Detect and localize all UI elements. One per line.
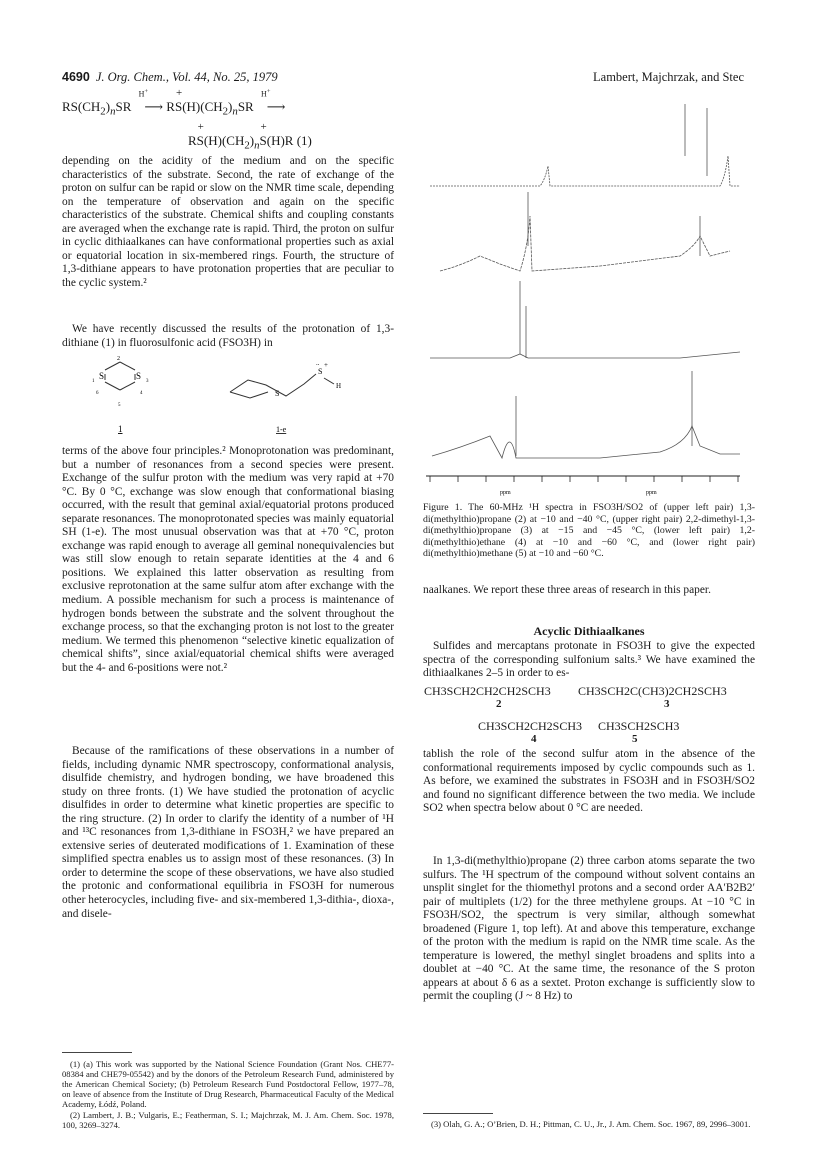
footnote-3: (3) Olah, G. A.; O’Brien, D. H.; Pittman, C. U., Jr., J. Am. Chem. Soc. 1967, 89, 2996–3001. [431,1119,751,1129]
spectrum-row4 [432,426,740,458]
chair-lone-pair: .. [316,359,320,367]
spectrum-row1 [430,156,740,186]
axis-label-right: ppm [646,490,657,496]
left-paragraph-2: We have recently discussed the results of the protonation of 1,3-dithiane (1) in fluorosulfonic acid (FSO3H) in [62,323,394,349]
structure-label-1: 1 [118,424,123,434]
right-paragraph-1: naalkanes. We report these three areas of research in this paper. [423,584,711,596]
ring-position-6: 6 [96,391,99,396]
formula-3: CH3SCH2C(CH3)2CH2SCH3 [578,684,727,698]
right-paragraph-3: tablish the role of the second sulfur atom in the absence of the conformational requirements imposed by cyclic compounds such as 1. As before, we examined the substrates in FSO3H and in FSO3H/SO2 and found no significant difference between the two media. We include SO2 when spectra below about 0 °C are needed. [423,748,755,815]
right-paragraph-4: In 1,3-di(methylthio)propane (2) three carbon atoms separate the two sulfurs. The ¹H spectrum of the compound without solvent contains an unsplit singlet for the thiomethyl protons and a second order AA′B2B2′ pair of multiplets (1/2) for the three methylene groups. At −10 °C in FSO3H/SO2, the spectrum is very similar, although somewhat broadened (Figure 1, top left). At and above this temperature, exchange of the proton with the medium is rapid on the NMR time scale. As the temperature is lowered, the methyl singlet broadens and splits into a doublet at −40 °C. At the same time, the resonance of the S proton appears at about δ 6 as a sextet. Proton exchange is sufficiently slow to permit the coupling (J ~ 8 Hz) to [423,855,755,1003]
footnote-rule-left [62,1052,132,1053]
chair-sh-bond [324,378,334,384]
running-header-left [62,70,278,85]
nmr-spectra-figure [420,96,756,500]
chair-sulfur-1: S [275,389,280,398]
formula-2: CH3SCH2CH2CH2SCH3 [424,684,551,698]
left-paragraph-1: depending on the acidity of the medium and on the specific characteristics of the substrate. Second, the rate of exchange of the proton on sulfur can be rapid or slow on the NMR time scale, depending on the temperature of observation and again on the specific characteristics of the substrate. Chemical shifts and coupling constants are averaged when the exchange rate is rapid. Third, the proton on sulfur in cyclic dithiaalkanes can have conformational properties such as axial or equatorial location in six-membered rings. Fourth, the structure of 1,3-dithiane appears to have protonation properties that are peculiar to the cyclic system.² [62,155,394,289]
chair-hydrogen: H [336,382,342,390]
formula-5: CH3SCH2SCH3 [598,719,680,733]
dithiane-ring [105,362,135,390]
journal-citation: J. Org. Chem., Vol. 44, No. 25, 1979 [95,70,278,84]
section-heading: Acyclic Dithiaalkanes [533,624,645,638]
chair-plus: + [324,361,328,369]
compound-number-4: 4 [531,733,537,745]
formula-4: CH3SCH2CH2SCH3 [478,719,583,733]
compound-number-2: 2 [496,698,502,710]
ring-sulfur-1: S [99,371,105,381]
ring-position-5: 5 [118,403,121,408]
footnote-2: (2) Lambert, J. B.; Vulgaris, E.; Featherman, S. I.; Majchrzak, M. J. Am. Chem. Soc. 1978, 100, 3269–3274. [62,1110,394,1130]
right-paragraph-2: Sulfides and mercaptans protonate in FSO3H to give the expected spectra of the corresponding sulfonium salts.³ We have examined the dithiaalkanes 2–5 in order to es- [423,640,755,680]
equation-line-2: RS + $(H)(CH_2)_nS$ + (H)R (1) [188,121,312,152]
ring-position-4: 4 [140,391,143,396]
chair-sulfur-3: S [318,367,323,376]
ring-position-3: 3 [146,379,149,384]
structure-label-1e: 1-e [276,425,287,434]
compound-number-5: 5 [632,733,638,745]
footnote-1: (1) (a) This work was supported by the National Science Foundation (Grant Nos. CHE77-08384 and CHE79-05542) and by the donors of the Petroleum Research Fund, administered by the American Chemical Society; (b) Petroleum Research Fund Postdoctoral Fellow, 1977–78, on leave of absence from the Institute of Drug Research, Pharmaceutical Faculty of the Medical Academy, Łódź, Poland. [62,1059,394,1109]
left-paragraph-4: Because of the ramifications of these observations in a number of fields, including dynamic NMR spectroscopy, conformational analysis, disulfide chemistry, and hydrogen bonding, we have broadened this study on three fronts. (1) We have studied the protonation of acyclic disulfides in order to determine what kinetic properties are specific to the ring structure. (2) In order to clarify the identity of a number of ¹H and ¹³C resonances from 1,3-dithiane in FSO3H,² we have prepared an extensive series of deuterated modifications of 1. Examination of these simplified spectra enables us to assign most of these resonances. (3) In order to determine the scope of these observations, we have also studied the protonic and conformational equilibria in FSO3H for numerous other heterocycles, including five- and six-membered 1,3-dithia-, dioxa-, and disele- [62,745,394,920]
ring-position-2: 2 [117,356,120,362]
axis-label-left: ppm [500,490,511,496]
spectrum-row3 [430,352,740,358]
ring-sulfur-3: S [136,371,142,381]
ppm-axis-ticks [430,476,738,482]
footnote-rule-right [423,1113,493,1114]
compound-number-3: 3 [664,698,670,710]
left-paragraph-3: terms of the above four principles.² Monoprotonation was predominant, but a number of resonances from a second species were present. Exchange of the sulfur proton with the medium was very rapid at +70 °C. By 0 °C, exchange was slow enough that conformational biasing occurred, with the result that geminal axial/equatorial protons produced separate resonances. The monoprotonated species was mainly equatorial SH (1-e). The most unusual observation was that at +70 °C, proton exchange was rapid enough to average all geminal nonequivalencies but was still slow enough to retain separate identities at the 4 and 6 positions. We explained this latter observation as resulting from exclusive reprotonation at the same sulfur atom after exchange with the medium. A possible mechanism for such a process is maintenance of hydrogen bonds between the substrate and the solvent throughout the exchange process, so that the exchanging proton is not lost to the greater medium. We termed this phenomenon “selective kinetic equalization of chemical shifts”, since axial/equatorial chemical shifts were averaged but the 4- and 6-positions were not.² [62,445,394,674]
spectrum-row2 [440,216,730,271]
ring-position-1: 1 [92,379,95,384]
running-header-authors: Lambert, Majchrzak, and Stec [593,70,744,84]
chair-structure [230,374,316,398]
dithiane-structures [90,352,390,436]
figure-caption: Figure 1. The 60-MHz ¹H spectra in FSO3H/SO2 of (upper left pair) 1,3-di(methylthio)propane (2) at −10 and −40 °C, (upper right pair) 2,2-dimethyl-1,3-di(methylthio)propane (3) at −15 and −45 °C, (lower left pair) 1,2-di(methylthio)ethane (4) at −10 and −60 °C, and (lower right pair) di(methylthio)methane (5) at −10 and −60 °C. [423,502,755,560]
equation-line-1: $RS(CH_2)_nSR$ H+ ⟶ RS + $(H)(CH_2)_nSR$ H+ ⟶ [62,87,286,118]
page-number: 4690 [62,70,90,84]
